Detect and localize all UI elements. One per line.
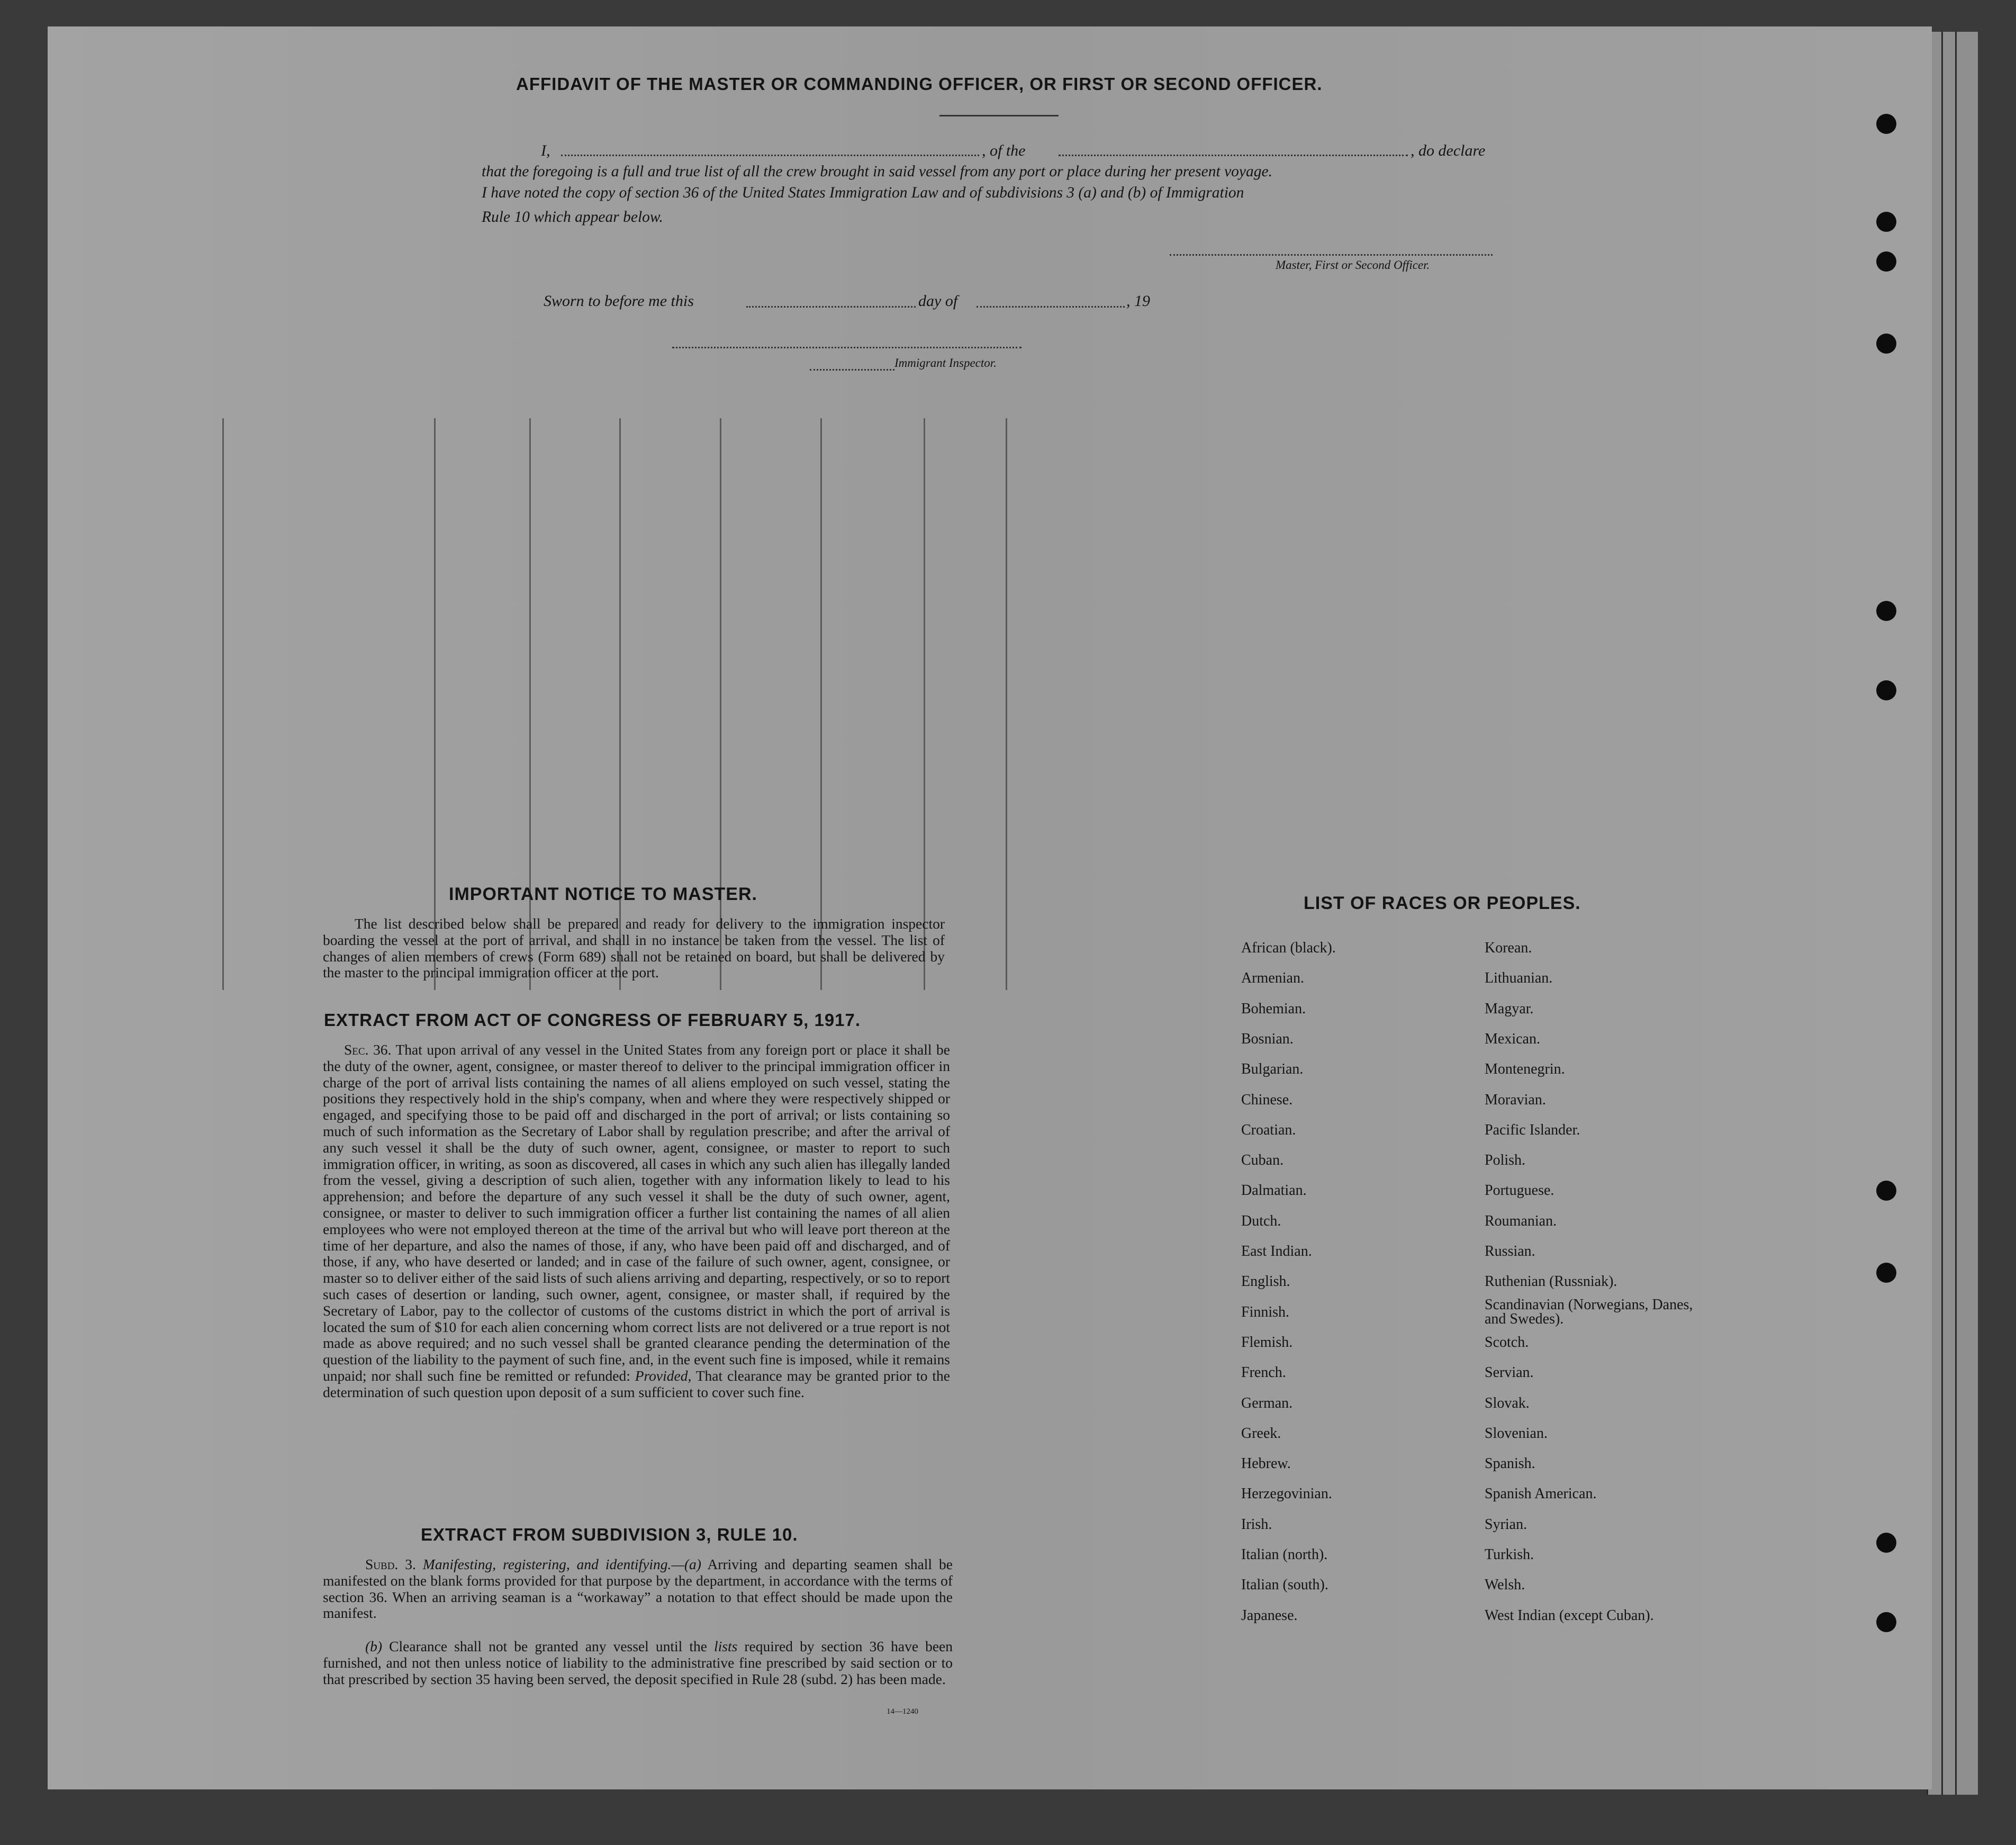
race-item: Lithuanian. xyxy=(1485,970,1553,987)
vessel-blank-field[interactable] xyxy=(1059,155,1408,156)
race-item: Finnish. xyxy=(1241,1303,1290,1320)
race-item: Slovak. xyxy=(1485,1394,1530,1411)
affidavit-i-label: I, xyxy=(541,142,550,159)
race-item: Slovenian. xyxy=(1485,1425,1548,1442)
binder-hole-icon xyxy=(1876,1533,1896,1553)
year-label: , 19 xyxy=(1126,292,1150,310)
race-item: Portuguese. xyxy=(1485,1182,1554,1199)
extract-rule-para-b xyxy=(323,1639,953,1687)
column-rule xyxy=(820,418,822,990)
binder-hole-icon xyxy=(1876,1181,1896,1201)
binder-hole-icon xyxy=(1876,334,1896,354)
race-item: Spanish. xyxy=(1485,1455,1535,1472)
race-item: Japanese. xyxy=(1241,1607,1298,1624)
column-rule xyxy=(222,418,224,990)
affidavit-title: AFFIDAVIT OF THE MASTER OR COMMANDING OFFICER, OR FIRST OR SECOND OFFICER. xyxy=(516,74,1323,94)
affidavit-declare-label: , do declare xyxy=(1411,142,1486,159)
race-item: Moravian. xyxy=(1485,1091,1546,1108)
race-item: Bosnian. xyxy=(1241,1030,1294,1047)
sec-label: Sec. 36. xyxy=(344,1041,392,1058)
binder-hole-icon xyxy=(1876,251,1896,272)
binder-hole-icon xyxy=(1876,680,1896,700)
affidavit-line-3: I have noted the copy of section 36 of the United States Immigration Law and of subdivisions 3 (a) and (b) of Immigration xyxy=(482,184,1244,201)
race-item: West Indian (except Cuban). xyxy=(1485,1607,1654,1624)
inspector-signature-line-2[interactable] xyxy=(810,369,894,371)
affidavit-line-4: Rule 10 which appear below. xyxy=(482,209,663,226)
race-item: English. xyxy=(1241,1273,1290,1290)
race-item: Korean. xyxy=(1485,940,1532,956)
affidavit-of-the-label: , of the xyxy=(982,142,1026,159)
extract-act-text xyxy=(323,1042,950,1401)
race-item: Cuban. xyxy=(1241,1152,1284,1169)
races-title: LIST OF RACES OR PEOPLES. xyxy=(1304,893,1581,913)
race-item: Syrian. xyxy=(1485,1516,1527,1533)
race-item: Magyar. xyxy=(1485,1000,1534,1017)
race-item: Dutch. xyxy=(1241,1212,1281,1229)
race-item: Irish. xyxy=(1241,1516,1272,1533)
race-item: Roumanian. xyxy=(1485,1212,1557,1229)
extract-rule-title: EXTRACT FROM SUBDIVISION 3, RULE 10. xyxy=(421,1525,798,1544)
race-item: Armenian. xyxy=(1241,970,1304,987)
race-item: Dalmatian. xyxy=(1241,1182,1307,1199)
race-item: Ruthenian (Russniak). xyxy=(1485,1273,1617,1290)
title-rule xyxy=(939,115,1059,116)
para-b-lists: lists xyxy=(714,1638,738,1654)
form-number: 14—1240 xyxy=(887,1707,918,1716)
race-item: Polish. xyxy=(1485,1152,1526,1169)
race-item: Spanish American. xyxy=(1485,1486,1597,1502)
race-item: Herzegovinian. xyxy=(1241,1486,1332,1502)
race-item: Bulgarian. xyxy=(1241,1061,1304,1078)
binder-hole-icon xyxy=(1876,1263,1896,1283)
para-a-prefix: —(a) xyxy=(671,1556,701,1572)
notice-title: IMPORTANT NOTICE TO MASTER. xyxy=(449,884,757,904)
master-signature-label: Master, First or Second Officer. xyxy=(1276,258,1430,272)
race-item: Chinese. xyxy=(1241,1091,1293,1108)
race-item: French. xyxy=(1241,1364,1286,1381)
race-item: African (black). xyxy=(1241,940,1336,956)
master-signature-field[interactable] xyxy=(1170,254,1493,256)
sec-36-text-end: That clearance may be granted prior to the determination of such question upon deposit of a sum sufficient to cover such fine. xyxy=(323,1367,950,1400)
race-item: Italian (south). xyxy=(1241,1577,1328,1594)
sec-36-text: That upon arrival of any vessel in the United States from any foreign port or place it shall be the duty of the owner, agent, consignee, or master thereof to deliver to the principal immigration officer in charge of the port of arrival lists containing the names of all aliens employed on such vessel, stating the positions they respectively hold in the ship's company, when and where they were respectively shipped or engaged, and specifying those to be paid off and discharged in the port of arrival; or lists containing so much of such information as the Secretary of Labor shall by regulation prescribe; and after the arrival of any such vessel it shall be the duty of such owner, agent, consignee, or master to report to such immigration officer, in writing, as soon as discovered, all cases in which any such alien has illegally landed from the vessel, giving a description of such alien, together with any information likely to lead to his apprehension; and before the departure of any such vessel it shall be the duty of such owner, agent, consignee, or master to deliver to such immigration officer a further list containing the names of all alien employees who were not employed thereon at the time of the arrival but who will leave port thereon at the time of her departure, and also the names of those, if any, who have been paid off and discharged, and of those, if any, who have deserted or landed; and in case of the failure of such owner, agent, consignee, or master so to deliver either of the said lists of such aliens arriving and departing, respectively, or so to report such cases of desertion or landing, such owner, agent, consignee, or master shall, if required by the Secretary of Labor, pay to the collector of customs of the customs district in which the port of arrival is located the sum of $10 for each alien concerning whom correct lists are not delivered or a true report is not made as above required; and no such vessel shall be granted clearance pending the determination of the question of the liability to the payment of such fine, and, in the event such fine is imposed, while it remains unpaid; nor shall such fine be remitted or refunded: xyxy=(323,1041,950,1384)
binder-hole-icon xyxy=(1876,601,1896,621)
affidavit-line-2: that the foregoing is a full and true list of all the crew brought in said vessel from any port or place during her present voyage. xyxy=(482,163,1272,180)
provided-label: Provided, xyxy=(635,1367,692,1384)
inspector-signature-field[interactable] xyxy=(672,347,1021,348)
race-item: Turkish. xyxy=(1485,1546,1534,1563)
para-b-prefix: (b) xyxy=(365,1638,383,1654)
sworn-label: Sworn to before me this xyxy=(544,292,694,310)
column-rule xyxy=(1006,418,1007,990)
race-item: Croatian. xyxy=(1241,1121,1296,1138)
page-edge xyxy=(1955,32,1978,1795)
day-of-label: day of xyxy=(918,292,958,310)
binder-hole-icon xyxy=(1876,114,1896,134)
sworn-day-field[interactable] xyxy=(746,306,916,308)
race-item: Flemish. xyxy=(1241,1334,1293,1351)
race-item: Scandinavian (Norwegians, Danes, and Swedes). xyxy=(1485,1296,1693,1327)
race-item: East Indian. xyxy=(1241,1243,1312,1259)
race-item: Scotch. xyxy=(1485,1334,1529,1351)
race-item: Pacific Islander. xyxy=(1485,1121,1580,1138)
para-b-text-2: required by section 36 have been furnished, and not then unless notice of liability to the administrative fine prescribed by said section or to that prescribed by section 35 having been served, the deposit specified in Rule 28 (subd. 2) has been made. xyxy=(323,1638,953,1687)
para-b-text-1: Clearance shall not be granted any vessel until the xyxy=(389,1638,707,1654)
extract-act-title: EXTRACT FROM ACT OF CONGRESS OF FEBRUARY 5, 1917. xyxy=(324,1010,861,1030)
extract-rule-para-a xyxy=(323,1556,953,1622)
para-a-text: Arriving and departing seamen shall be manifested on the blank forms provided for that purpose by the department, in accordance with the terms of section 36. When an arriving seaman is a “workaway” a notation to that effect should be made upon the manifest. xyxy=(323,1556,953,1622)
notice-text: The list described below shall be prepared and ready for delivery to the immigration inspector boarding the vessel at the port of arrival, and shall in no instance be taken from the vessel. The list of changes of alien members of crews (Form 689) shall not be retained on board, but shall be delivered by the master to the principal immigration officer at the port. xyxy=(323,915,945,981)
race-item: Montenegrin. xyxy=(1485,1061,1565,1078)
column-rule xyxy=(434,418,436,990)
inspector-label: Immigrant Inspector. xyxy=(894,356,997,370)
binder-hole-icon xyxy=(1876,212,1896,232)
document-sheet xyxy=(48,26,1932,1789)
subd-label: Subd. 3. xyxy=(365,1556,416,1572)
race-item: Servian. xyxy=(1485,1364,1534,1381)
race-item: Mexican. xyxy=(1485,1030,1540,1047)
race-item: Russian. xyxy=(1485,1243,1535,1259)
race-item: Italian (north). xyxy=(1241,1546,1328,1563)
binder-hole-icon xyxy=(1876,1612,1896,1632)
sworn-month-field[interactable] xyxy=(977,306,1125,308)
race-item: Welsh. xyxy=(1485,1577,1525,1594)
subd-heading: Manifesting, registering, and identifying. xyxy=(422,1556,672,1572)
race-item: Greek. xyxy=(1241,1425,1281,1442)
column-rule xyxy=(924,418,925,990)
race-item: Bohemian. xyxy=(1241,1000,1306,1017)
race-item: Hebrew. xyxy=(1241,1455,1291,1472)
race-item: German. xyxy=(1241,1394,1293,1411)
name-blank-field[interactable] xyxy=(561,155,979,156)
